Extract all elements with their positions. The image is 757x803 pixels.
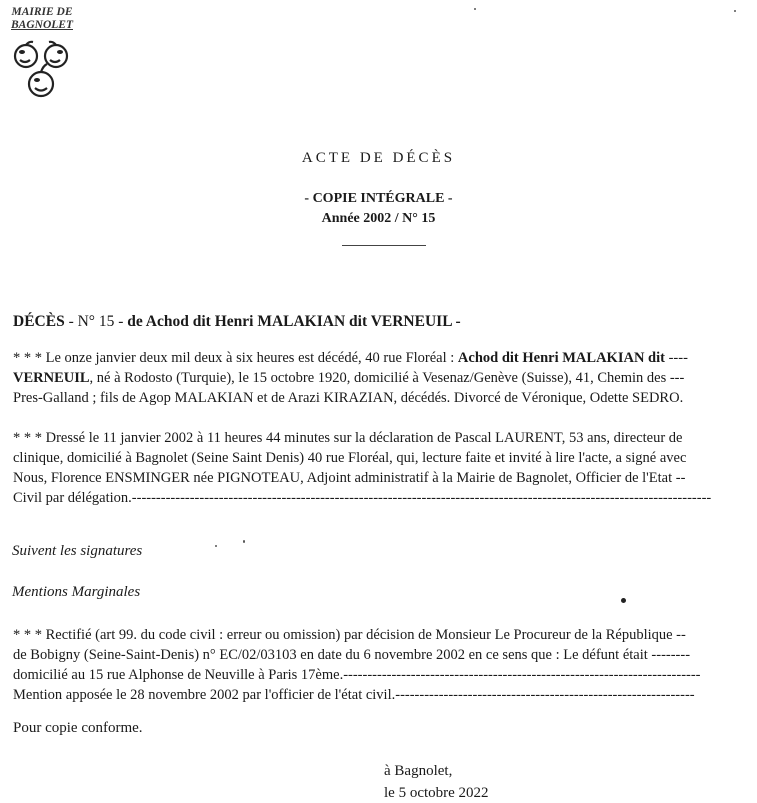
document-subtitle: - COPIE INTÉGRALE -: [304, 191, 453, 206]
document-title: ACTE DE DÉCÈS: [301, 150, 456, 166]
signing-place: à Bagnolet,: [384, 763, 453, 779]
paragraph-line: Civil par délégation.------------------------------------------------------------------------------------------------------------------------: [13, 490, 712, 506]
text-segment: * * * Le onze janvier deux mil deux à six heures est décédé, 40 rue Floréal :: [13, 350, 458, 366]
mentions-heading: Mentions Marginales: [12, 584, 141, 600]
header-divider: [342, 245, 426, 246]
paragraph-line: * * * Dressé le 11 janvier 2002 à 11 heures 44 minutes sur la déclaration de Pascal LAURENT, 53 ans, directeur de: [13, 430, 683, 446]
text-segment: , né à Rodosto (Turquie), le 15 octobre 1920, domicilié à Vesenaz/Genève (Suisse), 41, Chemin des ---: [89, 370, 685, 386]
paragraph-line: * * * Rectifié (art 99. du code civil : erreur ou omission) par décision de Monsieur Le Procureur de la République --: [13, 627, 686, 643]
logo-line-2: BAGNOLET: [11, 19, 73, 31]
signing-date: le 5 octobre 2022: [384, 785, 489, 801]
paragraph-line: Mention apposée le 28 novembre 2002 par l'officier de l'état civil.--------------------------------------------------------------: [13, 687, 695, 703]
mairie-logo: [8, 6, 76, 102]
scan-speck: [215, 545, 217, 547]
deces-name: de Achod dit Henri MALAKIAN dit VERNEUIL -: [127, 313, 461, 330]
deceased-name-bold: Achod dit Henri MALAKIAN dit: [457, 350, 665, 366]
year-number-line: Année 2002 / N° 15: [321, 211, 436, 226]
scan-speck: [474, 8, 476, 10]
paragraph-line: [13, 348, 753, 368]
scan-speck: [621, 598, 626, 603]
declaration-paragraph: [13, 428, 753, 508]
logo-text: [8, 6, 76, 32]
signatures-note: Suivent les signatures: [12, 543, 143, 559]
deces-number: - N° 15 -: [64, 313, 128, 330]
paragraph-line: Pres-Galland ; fils de Agop MALAKIAN et de Arazi KIRAZIAN, décédés. Divorcé de Véronique, Odette SEDRO.: [13, 390, 684, 406]
copy-conforme: Pour copie conforme.: [13, 720, 143, 736]
scan-speck: [243, 540, 245, 543]
marginal-mention-paragraph: [13, 625, 753, 705]
deces-label: DÉCÈS: [13, 313, 65, 330]
logo-line-1: MAIRIE DE: [11, 6, 73, 18]
paragraph-line: [13, 368, 753, 388]
paragraph-line: Nous, Florence ENSMINGER née PIGNOTEAU, Adjoint administratif à la Mairie de Bagnolet, Officier de l'Etat --: [13, 470, 686, 486]
paragraph-line: domicilié au 15 rue Alphonse de Neuville à Paris 17ème.--------------------------------------------------------------------------: [13, 667, 701, 683]
apple-tree-emblem-icon: [12, 40, 72, 102]
scan-speck: [734, 10, 736, 12]
deceased-surname-bold: VERNEUIL: [13, 370, 90, 386]
deces-heading: [13, 313, 461, 331]
death-paragraph: [13, 348, 753, 408]
paragraph-line: clinique, domicilié à Bagnolet (Seine Saint Denis) 40 rue Floréal, qui, lecture faite et invité à lire l'acte, a signé avec: [13, 450, 687, 466]
text-segment: ----: [664, 350, 688, 366]
paragraph-line: de Bobigny (Seine-Saint-Denis) n° EC/02/03103 en date du 6 novembre 2002 en ce sens que : Le défunt était --------: [13, 647, 691, 663]
